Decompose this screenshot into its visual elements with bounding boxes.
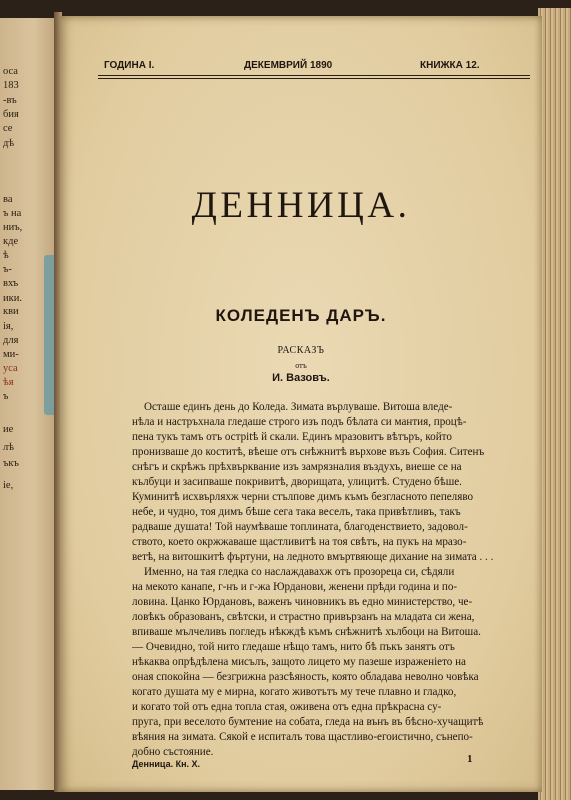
left-page-text-fragment: кде bbox=[3, 236, 19, 247]
body-text-line: вѣяния на зимата. Сякой е испиталъ това щастливо-егоистично, сънепо- bbox=[132, 731, 473, 743]
body-text-line: на мекото канапе, г-нъ и г-жа Юрданови, женени прѣди година и по- bbox=[132, 581, 458, 593]
left-page-text-fragment: для bbox=[3, 335, 19, 346]
story-author: И. Вазовъ. bbox=[272, 372, 330, 384]
story-subtitle: РАСКАЗЪ bbox=[277, 345, 325, 356]
footer-signature: Денница. Кн. X. bbox=[132, 759, 201, 769]
left-page-text-fragment: кви bbox=[3, 306, 19, 317]
body-text-line: снѣгъ и скрѣжъ прѣхвърквание изъ замрязналия въздухъ, виеше се на bbox=[132, 461, 462, 473]
body-text-line: Куминитѣ исхвърляхж черни стълпове димъ къмъ безгласното пепеляво bbox=[132, 491, 474, 503]
header-issue: КНИЖКА 12. bbox=[420, 60, 480, 71]
left-page-text-fragment: ие bbox=[3, 424, 14, 435]
left-page-text-fragment: се bbox=[3, 123, 13, 134]
body-text-line: пронизваше до коститѣ, вѣеше отъ снѣжнитѣ върхове възъ София. Ситенъ bbox=[132, 446, 485, 458]
left-page-text-fragment: оса bbox=[3, 66, 18, 77]
right-page bbox=[60, 16, 542, 792]
left-page-text-fragment: дѣ bbox=[3, 138, 15, 149]
left-page-text-fragment: бия bbox=[3, 109, 19, 120]
body-text-line: радваше душата! Той наумѣваше топлината, благоденствието, задовол- bbox=[132, 521, 468, 533]
running-header bbox=[100, 60, 530, 76]
page-number: 1 bbox=[467, 753, 473, 765]
body-text-line: ловѣкъ образованъ, свѣтски, и страстно привързанъ на младата си жена, bbox=[132, 611, 475, 623]
left-page-text-fragment: вхъ bbox=[3, 278, 19, 289]
body-text-line: небе, и чудно, тоя димъ бѣше сега така веселъ, така привѣтливъ, такъ bbox=[132, 506, 461, 518]
body-text-line: Осташе единъ день до Коледа. Зимата върлуваше. Витоша вледе- bbox=[144, 401, 453, 413]
body-text-line: и когато той отъ една топла стая, оживена отъ една прѣкрасна су- bbox=[132, 701, 442, 713]
header-date: ДЕКЕМВРИЙ 1890 bbox=[244, 60, 333, 71]
byline-preposition: отъ bbox=[295, 361, 307, 370]
left-page-text-fragment: ѣя bbox=[3, 377, 14, 388]
left-page-text-fragment: ва bbox=[3, 194, 13, 205]
story-title: КОЛЕДЕНЪ ДАРЪ. bbox=[215, 306, 387, 325]
left-page-text-fragment: -въ bbox=[3, 95, 17, 106]
left-page-text-fragment: ъ на bbox=[3, 208, 22, 219]
body-text-line: ловина. Цанко Юрдановъ, важенъ чиновникъ въ едно министерство, че- bbox=[132, 596, 473, 608]
left-page-text-fragment: ъ- bbox=[3, 264, 12, 275]
body-text-line: нѣла и настръхнала гледаше строго изъ подъ бѣлата си мантия, процѣ- bbox=[132, 416, 467, 428]
left-page-text-fragment: ъкъ bbox=[3, 458, 19, 469]
body-text-line: когато душата му е мирна, когато животътъ му тече плавно и гладко, bbox=[132, 686, 457, 698]
body-text-line: — Очевидно, той нито гледаше нѣщо тамъ, нито бѣ пъкъ занятъ отъ bbox=[132, 641, 455, 653]
body-text-line: Именно, на тая гледка со наслаждавахж отъ прозореца си, сѣдяли bbox=[144, 566, 455, 578]
body-text-line: добно състояние. bbox=[132, 746, 214, 758]
body-text-line: пена тукъ тамъ отъ острitѣ й скали. Единъ мразовитъ вѣтъръ, който bbox=[132, 431, 452, 443]
left-page-text-fragment: ѣ bbox=[3, 250, 9, 261]
body-text-line: нѣкаква опрѣдѣлена мисълъ, защото лицето му пазеше израженіето на bbox=[132, 656, 466, 668]
body-text-line: пруга, при веселото бумтение на собата, гледа на вънъ въ бѣсно-хучащитѣ bbox=[132, 716, 484, 728]
body-text-line: ветѣ, на витошкитѣ фъртуни, на ледното вмъртвяюще дихание на зимата . . . bbox=[132, 551, 494, 563]
header-rule bbox=[98, 75, 530, 76]
left-page-text-fragment: ъ bbox=[3, 391, 9, 402]
body-text-line: ството, което окржжаваше щастливитѣ на тоя свѣтъ, на пукъ на мразо- bbox=[132, 536, 467, 548]
left-page-text-fragment: лѣ bbox=[3, 442, 14, 453]
header-rule bbox=[98, 78, 530, 79]
left-page-text-fragment: ики. bbox=[3, 293, 22, 304]
left-page-text-fragment: ія, bbox=[3, 321, 14, 332]
left-page-text-fragment: ми- bbox=[3, 349, 19, 360]
body-text-line: оная спокойна — безгрижна разсѣяность, която обладава неволно човѣка bbox=[132, 671, 479, 683]
body-text-line: кълбуци и засипваше покривитѣ, дворищата, улицитѣ. Студено бѣше. bbox=[132, 476, 462, 488]
left-page-text-fragment: ie, bbox=[3, 480, 14, 491]
masthead-title: ДЕННИЦА. bbox=[191, 185, 411, 226]
left-page-text-fragment: ниъ, bbox=[3, 222, 23, 233]
body-text-line: впиваше мълчеливъ погледъ нѣкждѣ къмъ снѣжнитѣ хълбоци на Витоша. bbox=[132, 626, 481, 638]
left-page-text-fragment: 183 bbox=[3, 80, 19, 91]
header-year: ГОДИНА I. bbox=[104, 60, 155, 71]
left-page-text-fragment: уса bbox=[3, 363, 18, 374]
